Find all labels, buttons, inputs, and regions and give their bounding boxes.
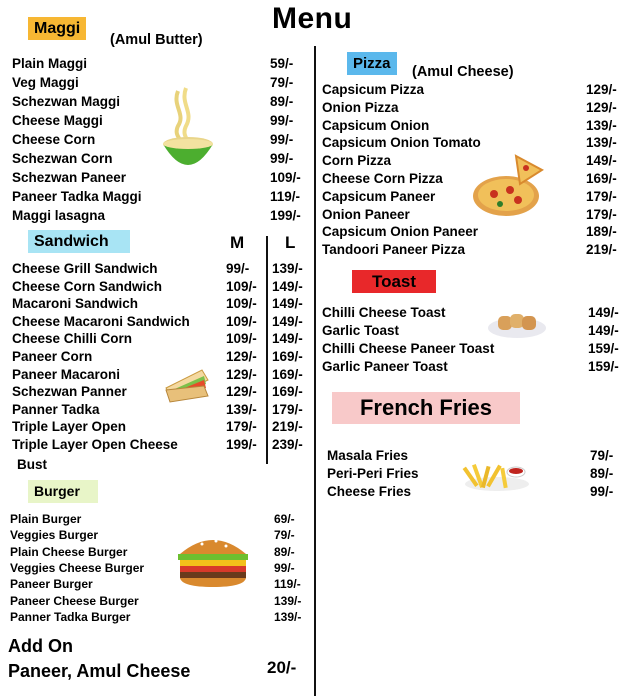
menu-item-price-l: 149/- (272, 331, 303, 347)
menu-item-name: Cheese Macaroni Sandwich (12, 313, 190, 329)
menu-item-price: 79/- (270, 75, 294, 90)
addon-text: Paneer, Amul Cheese (8, 661, 191, 681)
menu-item-price: 99/- (590, 484, 614, 499)
menu-item-price: 99/- (270, 113, 294, 128)
menu-item-name: Garlic Paneer Toast (322, 359, 448, 374)
menu-item-name: Schezwan Maggi (12, 94, 121, 109)
menu-item-price-m: 109/- (226, 331, 257, 347)
sandwich-icon (162, 366, 212, 404)
menu-item-price: 79/- (274, 528, 295, 543)
menu-item-price: 149/- (588, 305, 619, 320)
addon-heading: Add On (8, 636, 73, 656)
menu-item-name: Cheese Maggi (12, 113, 103, 128)
menu-item-name: Plain Cheese Burger (10, 544, 128, 559)
menu-item-price: 119/- (274, 577, 301, 592)
menu-item-price: 89/- (270, 94, 294, 109)
menu-item-name: Garlic Toast (322, 323, 400, 338)
menu-item-price-l: 169/- (272, 384, 303, 400)
menu-item-name: Chilli Cheese Toast (322, 305, 446, 320)
menu-item-price-m: 109/- (226, 313, 257, 329)
menu-item-price: 109/- (270, 170, 301, 185)
menu-item-price: 59/- (270, 56, 294, 71)
menu-item-price: 179/- (586, 188, 617, 204)
menu-item-price: 99/- (270, 151, 294, 166)
menu-item-price: 99/- (274, 560, 295, 575)
menu-item-name: Plain Burger (10, 512, 82, 526)
menu-item-name: Cheese Chilli Corn (12, 331, 133, 347)
menu-item-price-l: 169/- (272, 366, 303, 382)
menu-item-price: 149/- (588, 323, 619, 338)
pizza-subtitle: (Amul Cheese) (412, 64, 514, 80)
burger-badge: Burger (28, 480, 98, 503)
menu-item-name: Plain Maggi (12, 56, 88, 71)
menu-item-name: Capsicum Pizza (322, 82, 425, 97)
menu-item-name: Triple Layer Open Cheese (12, 437, 178, 452)
menu-item-price-l: 149/- (272, 278, 303, 294)
menu-item-price-l: 149/- (272, 313, 303, 329)
pizza-icon (470, 152, 548, 220)
menu-item-price: 199/- (270, 208, 301, 223)
maggi-subtitle: (Amul Butter) (110, 32, 203, 48)
menu-item-price-m: 99/- (226, 261, 250, 276)
menu-item-name: Capsicum Onion Paneer (322, 224, 479, 240)
menu-item-price: 169/- (586, 171, 617, 186)
menu-item-price-m: 199/- (226, 437, 257, 452)
burger-icon (174, 532, 252, 588)
menu-item-price-m: 129/- (226, 366, 257, 382)
column-divider (314, 46, 316, 696)
menu-item-price: 129/- (586, 82, 617, 97)
menu-item-name: Paneer Tadka Maggi (12, 189, 142, 204)
menu-item-price-m: 139/- (226, 401, 257, 417)
menu-item-name: Schezwan Paneer (12, 170, 127, 185)
menu-item-name: Veg Maggi (12, 75, 79, 90)
menu-item-price: 99/- (270, 132, 294, 147)
menu-item-price: 119/- (270, 189, 301, 204)
menu-item-price: 139/- (586, 117, 617, 133)
menu-item-price: 159/- (588, 341, 619, 356)
menu-item-name: Paneer Cheese Burger (10, 593, 139, 608)
menu-item-price-m: 109/- (226, 296, 257, 312)
menu-item-price: 139/- (274, 593, 302, 608)
menu-item-name: Masala Fries (327, 448, 409, 463)
menu-item-name: Veggies Burger (10, 528, 99, 543)
menu-item-name: Cheese Corn Sandwich (12, 278, 163, 294)
menu-item-name: Peri-Peri Fries (327, 466, 419, 481)
noodle-bowl-icon (158, 86, 216, 170)
menu-item-name: Capsicum Onion (322, 117, 430, 133)
menu-item-price-m: 129/- (226, 384, 257, 400)
menu-item-name: Paneer Corn (12, 349, 93, 364)
menu-item-price: 179/- (586, 206, 617, 222)
menu-item-price: 219/- (586, 242, 617, 258)
maggi-badge: Maggi (28, 17, 86, 40)
menu-item-price: 159/- (588, 359, 619, 374)
menu-item-name: Chilli Cheese Paneer Toast (322, 341, 495, 356)
menu-item-price-m: 129/- (226, 349, 257, 364)
menu-item-price: 79/- (590, 448, 614, 463)
menu-item-price: 189/- (586, 224, 617, 240)
addon-price: 20/- (267, 658, 297, 677)
menu-item-price-m: 179/- (226, 419, 257, 435)
menu-item-price-l: 219/- (272, 419, 303, 435)
menu-item-price: 69/- (274, 512, 295, 526)
toast-badge: Toast (352, 270, 436, 293)
menu-item-name: Tandoori Paneer Pizza (322, 242, 466, 258)
menu-item-name: Triple Layer Open (12, 419, 127, 435)
menu-item-price-l: 169/- (272, 349, 303, 364)
menu-item-price-m: 109/- (226, 278, 257, 294)
size-l-header: L (285, 233, 296, 252)
french-fries-icon (462, 456, 532, 492)
menu-item-name: Cheese Corn (12, 132, 96, 147)
menu-item-price: 89/- (590, 466, 614, 481)
pizza-badge: Pizza (347, 52, 397, 75)
menu-item-name: Panner Tadka (12, 401, 100, 417)
menu-item-name: Maggi lasagna (12, 208, 106, 223)
menu-title: Menu (272, 2, 353, 35)
menu-item-price-l: 179/- (272, 401, 303, 417)
menu-item-name: Schezwan Panner (12, 384, 127, 400)
menu-item-name: Corn Pizza (322, 153, 392, 169)
menu-item-name: Schezwan Corn (12, 151, 113, 166)
menu-item-price-l: 149/- (272, 296, 303, 312)
menu-item-price: 139/- (586, 135, 617, 151)
menu-item-name: Onion Paneer (322, 206, 410, 222)
menu-item-name: Cheese Fries (327, 484, 412, 499)
size-m-header: M (230, 233, 245, 252)
menu-item-name: Cheese Corn Pizza (322, 171, 443, 186)
menu-item-name: Onion Pizza (322, 99, 399, 115)
menu-item-name: Cheese Grill Sandwich (12, 261, 158, 276)
menu-item-name: Macaroni Sandwich (12, 296, 139, 312)
sandwich-size-divider (266, 236, 268, 464)
menu-item-name: Paneer Macaroni (12, 366, 121, 382)
menu-item-price-l: 239/- (272, 437, 303, 452)
toast-icon (486, 310, 548, 340)
menu-item-name: Veggies Cheese Burger (10, 560, 145, 575)
menu-item-name: Capsicum Onion Tomato (322, 135, 481, 151)
menu-item-name: Capsicum Paneer (322, 188, 436, 204)
menu-item-name: Panner Tadka Burger (10, 609, 131, 624)
sandwich-badge: Sandwich (28, 230, 130, 253)
menu-item-price: 139/- (274, 609, 302, 624)
french-fries-badge: French Fries (332, 392, 520, 424)
menu-item-price: 149/- (586, 153, 617, 169)
menu-item-price: 89/- (274, 544, 295, 559)
sandwich-wrap-text: Bust (17, 457, 47, 472)
menu-item-price: 129/- (586, 99, 617, 115)
menu-item-price-l: 139/- (272, 261, 303, 276)
menu-item-name: Paneer Burger (10, 577, 93, 592)
